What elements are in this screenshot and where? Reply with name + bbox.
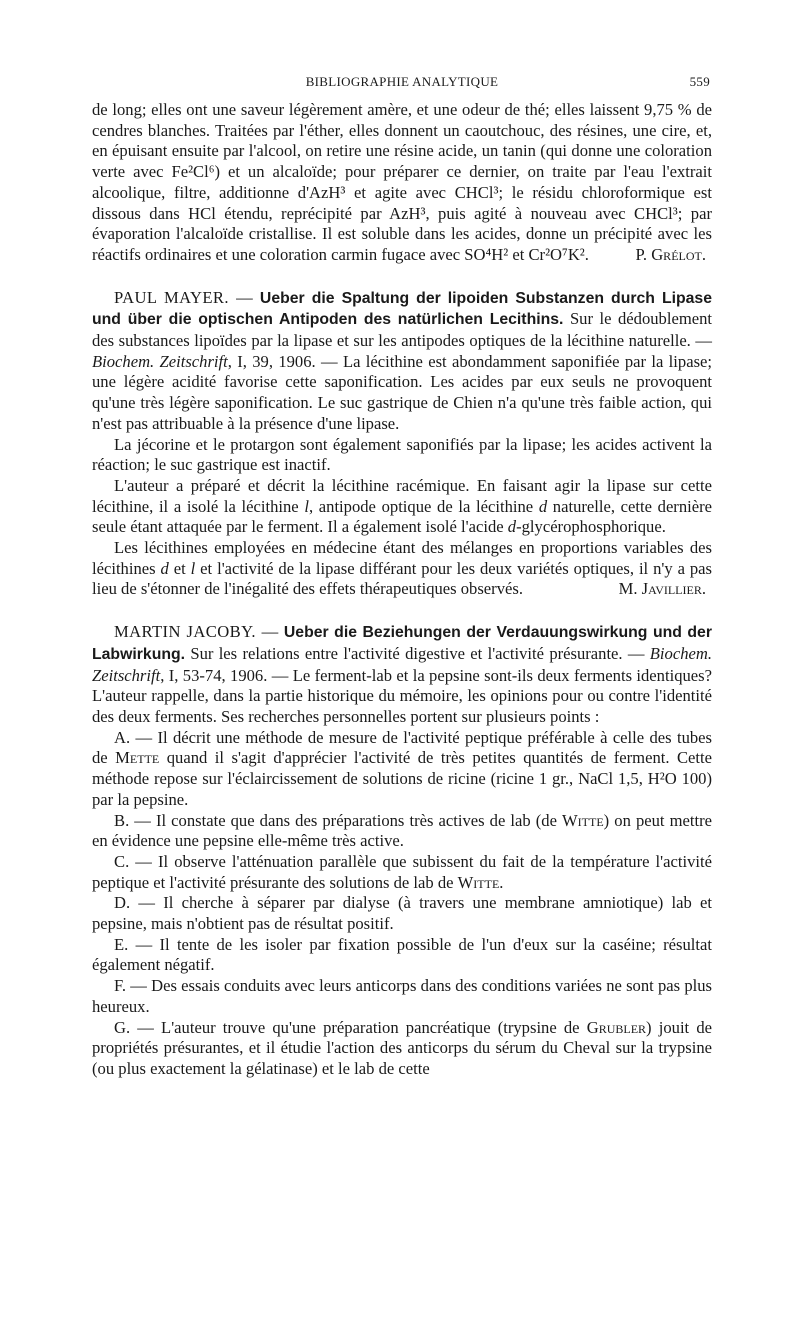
text-run: ) jouit de propriétés présurantes, et il étudie l'action des anticorps du sérum du Cheval sur la trypsine (ou plus exactement la gélatinase) et le lab de cette (92, 1017, 712, 1078)
review-title: Ueber die Spaltung der lipoiden Substanzen durch Lipase und über die optischen Antipoden des natürlichen Lecithins. (92, 289, 712, 329)
text-run: Mette (115, 748, 160, 768)
review-intro: Sur les relations entre l'activité digestive et l'activité présurante. — (190, 643, 645, 663)
text-run: Grubler (586, 1017, 647, 1037)
point-g (92, 1018, 712, 1080)
text-run: . (499, 872, 504, 892)
text-run: d (160, 558, 169, 578)
review-continuation-text: de long; elles ont une saveur légèrement amère, et une odeur de thé; elles laissent 9,75 % de cendres blanches. Traitées par l'éther, elles donnent un caoutchouc, des résines, une cire, et, en épuisant ensuite par l'alcool, on retire une résine acide, un tanin (qui donne une coloration verte avec Fe²Cl⁶) et un alcaloïde; pour préparer ce dernier, on traite par l'eau l'extrait alcoolique, filtre, additionne d'AzH³ et agite avec CHCl³; le résidu chloroformique est dissous dans HCl étendu, reprécipité par AzH³, puis agité à nouveau avec CHCl³; par évaporation l'alcaloïde cristallise. Il est soluble dans les acides, donne un précipité avec les réactifs ordinaires et une coloration carmin fugace avec SO⁴H² et Cr²O⁷K². (92, 100, 712, 264)
text-run: et l'activité de la lipase différant pour les deux variétés optiques, il n'y a pas lieu de s'étonner de l'inégalité des effets thérapeutiques observés. (92, 558, 712, 599)
review-paragraph (92, 538, 712, 600)
journal-name: Biochem. Zeitschrift (92, 351, 228, 371)
text-run: Les lécithines employées en médecine étant des mélanges en proportions variables des lécithines (92, 538, 712, 578)
review-signature: M. Javillier. (618, 579, 706, 599)
text-run: B. — Il constate que dans des préparations très actives de lab (de (114, 810, 563, 830)
text-run: d (538, 496, 548, 516)
review-continuation (92, 100, 712, 266)
point-a (92, 728, 712, 811)
text-run: -glycérophosphorique. (516, 517, 666, 537)
text-run: quand il s'agit d'apprécier l'activité de très petites quantités de ferment. Cette méthode repose sur l'éclaircissement de solutions de ricine (ricine 1 gr., NaCl 1,5, H²O 100) par la pepsine. (92, 748, 713, 809)
review-paragraph (92, 476, 712, 538)
text-run: d (507, 517, 517, 537)
text-run: A. — Il décrit une méthode de mesure de l'activité peptique préférable à celle des tubes de (92, 727, 712, 768)
text-run: ) on peut mettre en évidence une pepsine elle-même très active. (92, 810, 712, 851)
text-run: L'auteur a préparé et décrit la lécithine racémique. En faisant agir la lipase sur cette lécithine, il a isolé la lécithine (92, 475, 712, 516)
text-run: et (168, 558, 191, 578)
page-number: 559 (689, 74, 710, 89)
review-paragraph: La lécithine est abondamment saponifiée par la lipase; une légère acidité favorise cette saponification. Les acides par eux seuls ne provoquent qu'une très légère saponification. Le suc gastrique de Chien n'a qu'une très faible action, qui n'est pas attribuable à la présence d'une lipase. (92, 351, 713, 433)
running-title: BIBLIOGRAPHIE ANALYTIQUE (305, 74, 499, 89)
text-run: l (304, 496, 309, 516)
review-signature: P. Grélot. (635, 244, 706, 264)
text-run: G. — L'auteur trouve qu'une préparation pancréatique (trypsine de (114, 1017, 587, 1037)
journal-reference: , I, 39, 1906. — (227, 351, 338, 371)
text-run: l (190, 558, 196, 578)
point-e: E. — Il tente de les isoler par fixation possible de l'un d'eux sur la caséine; résultat également négatif. (92, 934, 712, 975)
journal-name: Biochem. Zeitschrift (92, 643, 712, 685)
review-intro: Sur le dédoublement des substances lipoïdes par la lipase et sur les antipodes optiques de la lécithine naturelle. — (92, 309, 712, 351)
text-run: naturelle, cette dernière seule étant attaquée par le ferment. Il a également isolé l'acide (92, 496, 713, 537)
review-paragraph: Le ferment-lab et la pepsine sont-ils deux ferments identiques? L'auteur rappelle, dans la partie historique du mémoire, les opinions pour ou contre l'identité des deux ferments. Ses recherches personnelles portent sur plusieurs points : (92, 665, 712, 726)
review-author: PAUL MAYER. — (114, 287, 254, 307)
journal-reference: , I, 53-74, 1906. — (160, 665, 289, 685)
page-header (92, 74, 712, 96)
text-run: , antipode optique de la lécithine (308, 496, 539, 516)
review-entry-jacoby (92, 622, 712, 728)
review-entry-mayer (92, 288, 712, 435)
point-d: D. — Il cherche à séparer par dialyse (à travers une membrane amniotique) lab et pepsine, mais n'obtient pas de résultat positif. (92, 893, 712, 934)
review-title: Ueber die Beziehungen der Verdauungswirkung und der Labwirkung. (92, 624, 712, 663)
review-author: MARTIN JACOBY. — (114, 622, 279, 642)
text-run: C. — Il observe l'atténuation parallèle que subissent du fait de la température l'activité peptique et l'activité présurante des solutions de lab de (92, 851, 712, 892)
point-c (92, 852, 712, 893)
page-body (92, 100, 712, 1080)
point-b (92, 811, 712, 852)
text-run: Witte (457, 872, 500, 892)
point-f: F. — Des essais conduits avec leurs anticorps dans des conditions variées ne sont pas plus heureux. (92, 976, 712, 1016)
review-paragraph: La jécorine et le protargon sont également saponifiés par la lipase; les acides activent la réaction; le suc gastrique est inactif. (92, 434, 712, 475)
text-run: Witte (562, 810, 604, 830)
